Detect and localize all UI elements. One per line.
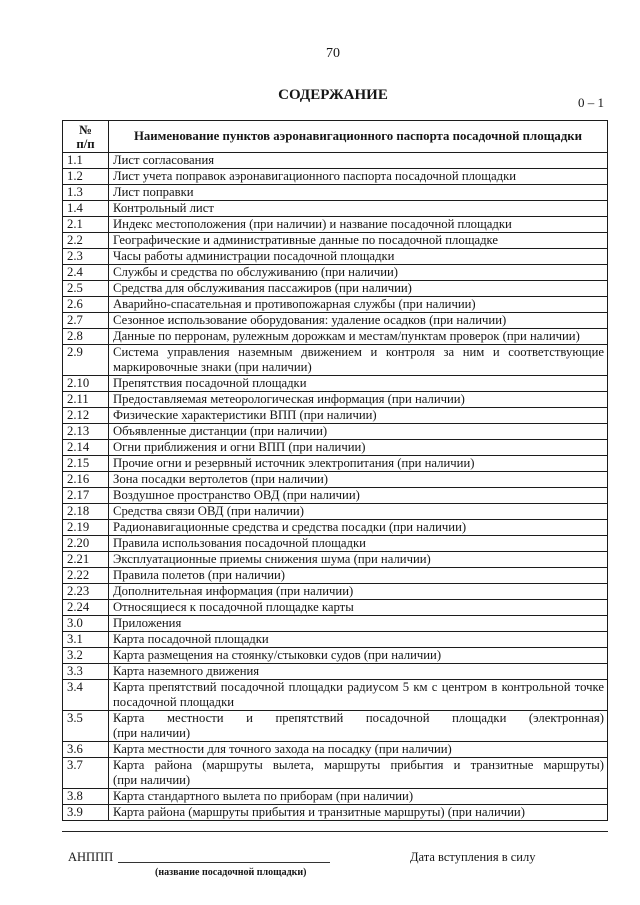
toc-item-number: 3.0 bbox=[63, 616, 109, 632]
toc-item-name-line: Предоставляемая метеорологическая информация (при наличии) bbox=[113, 392, 465, 406]
toc-item-number: 2.13 bbox=[63, 424, 109, 440]
toc-item-name-line: Карта наземного движения bbox=[113, 664, 260, 678]
toc-row bbox=[63, 805, 608, 821]
toc-item-name bbox=[109, 488, 608, 504]
toc-item-name-line: Дополнительная информация (при наличии) bbox=[113, 584, 354, 598]
toc-item-name-line: Сезонное использование оборудования: удаление осадков (при наличии) bbox=[113, 313, 507, 327]
contents-table bbox=[62, 120, 608, 821]
toc-item-name-line: Карта местности и препятствий посадочной площадки (электронная) bbox=[113, 711, 604, 725]
toc-item-name bbox=[109, 616, 608, 632]
toc-item-number: 3.4 bbox=[63, 680, 109, 711]
toc-item-name bbox=[109, 313, 608, 329]
toc-item-number: 2.24 bbox=[63, 600, 109, 616]
footer-divider bbox=[62, 831, 608, 832]
toc-item-name-line: Карта стандартного вылета по приборам (при наличии) bbox=[113, 789, 414, 803]
toc-item-name bbox=[109, 552, 608, 568]
toc-item-number: 2.19 bbox=[63, 520, 109, 536]
toc-item-number: 2.10 bbox=[63, 376, 109, 392]
toc-item-number: 3.6 bbox=[63, 742, 109, 758]
toc-item-name-line: Данные по перронам, рулежным дорожкам и местам/пунктам проверок (при наличии) bbox=[113, 329, 580, 343]
toc-item-name-line: Физические характеристики ВПП (при наличии) bbox=[113, 408, 377, 422]
toc-item-name-line: Средства для обслуживания пассажиров (при наличии) bbox=[113, 281, 412, 295]
toc-item-number: 2.12 bbox=[63, 408, 109, 424]
toc-item-number: 2.3 bbox=[63, 249, 109, 265]
toc-item-name-line: посадочной площадки bbox=[113, 695, 235, 709]
toc-row bbox=[63, 742, 608, 758]
toc-item-name bbox=[109, 297, 608, 313]
toc-item-name-line: Воздушное пространство ОВД (при наличии) bbox=[113, 488, 360, 502]
header-number-abbr: п/п bbox=[76, 136, 95, 151]
toc-row bbox=[63, 392, 608, 408]
toc-item-name bbox=[109, 664, 608, 680]
footer-document-code: АНППП bbox=[68, 850, 114, 864]
toc-item-number: 3.8 bbox=[63, 789, 109, 805]
toc-item-name-line: Средства связи ОВД (при наличии) bbox=[113, 504, 304, 518]
toc-item-name bbox=[109, 758, 608, 789]
header-number-column bbox=[63, 121, 109, 153]
toc-row bbox=[63, 153, 608, 169]
toc-row bbox=[63, 408, 608, 424]
airfield-name-caption: (название посадочной площадки) bbox=[155, 867, 307, 878]
toc-item-name bbox=[109, 408, 608, 424]
toc-item-number: 2.21 bbox=[63, 552, 109, 568]
toc-item-name-line: Приложения bbox=[113, 616, 182, 630]
toc-item-name bbox=[109, 249, 608, 265]
toc-item-name bbox=[109, 169, 608, 185]
toc-item-name bbox=[109, 281, 608, 297]
toc-item-number: 2.2 bbox=[63, 233, 109, 249]
toc-item-name-line: Правила использования посадочной площадки bbox=[113, 536, 366, 550]
toc-item-number: 2.23 bbox=[63, 584, 109, 600]
toc-item-number: 2.7 bbox=[63, 313, 109, 329]
toc-item-name bbox=[109, 472, 608, 488]
toc-row bbox=[63, 376, 608, 392]
toc-row bbox=[63, 680, 608, 711]
toc-item-name bbox=[109, 680, 608, 711]
toc-item-name-line: Карта размещения на стоянку/стыковки судов (при наличии) bbox=[113, 648, 442, 662]
toc-item-number: 2.17 bbox=[63, 488, 109, 504]
toc-row bbox=[63, 711, 608, 742]
toc-item-number: 2.1 bbox=[63, 217, 109, 233]
toc-row bbox=[63, 281, 608, 297]
toc-item-name bbox=[109, 201, 608, 217]
toc-item-number: 3.3 bbox=[63, 664, 109, 680]
toc-row bbox=[63, 758, 608, 789]
toc-row bbox=[63, 584, 608, 600]
toc-item-number: 1.4 bbox=[63, 201, 109, 217]
toc-item-name bbox=[109, 632, 608, 648]
contents-table-body bbox=[63, 153, 608, 821]
toc-item-number: 3.2 bbox=[63, 648, 109, 664]
toc-row bbox=[63, 169, 608, 185]
toc-item-name bbox=[109, 520, 608, 536]
toc-item-name bbox=[109, 805, 608, 821]
toc-item-name-line: Службы и средства по обслуживанию (при наличии) bbox=[113, 265, 399, 279]
toc-item-number: 2.8 bbox=[63, 329, 109, 345]
toc-item-name-line: Карта местности для точного захода на посадку (при наличии) bbox=[113, 742, 452, 756]
toc-row bbox=[63, 297, 608, 313]
toc-item-number: 2.9 bbox=[63, 345, 109, 376]
toc-row bbox=[63, 424, 608, 440]
toc-item-name bbox=[109, 584, 608, 600]
toc-row bbox=[63, 789, 608, 805]
toc-item-name-line: Зона посадки вертолетов (при наличии) bbox=[113, 472, 329, 486]
toc-item-number: 3.5 bbox=[63, 711, 109, 742]
section-code: 0 – 1 bbox=[578, 95, 604, 110]
toc-item-name bbox=[109, 711, 608, 742]
effective-date-label: Дата вступления в силу bbox=[410, 850, 536, 864]
toc-item-name-line: Карта посадочной площадки bbox=[113, 632, 269, 646]
toc-item-name bbox=[109, 345, 608, 376]
toc-item-name-line: Географические и административные данные по посадочной площадке bbox=[113, 233, 499, 247]
toc-row bbox=[63, 249, 608, 265]
toc-item-number: 2.4 bbox=[63, 265, 109, 281]
toc-item-name-line: (при наличии) bbox=[113, 773, 191, 787]
toc-item-number: 2.16 bbox=[63, 472, 109, 488]
toc-row bbox=[63, 616, 608, 632]
toc-item-number: 1.1 bbox=[63, 153, 109, 169]
toc-row bbox=[63, 488, 608, 504]
toc-item-name bbox=[109, 536, 608, 552]
toc-item-name bbox=[109, 153, 608, 169]
toc-item-name-line: Эксплуатационные приемы снижения шума (при наличии) bbox=[113, 552, 431, 566]
toc-item-name bbox=[109, 789, 608, 805]
toc-item-name-line: Относящиеся к посадочной площадке карты bbox=[113, 600, 354, 614]
toc-item-name-line: Лист согласования bbox=[113, 153, 215, 167]
toc-item-number: 3.7 bbox=[63, 758, 109, 789]
toc-row bbox=[63, 472, 608, 488]
toc-row bbox=[63, 536, 608, 552]
toc-row bbox=[63, 265, 608, 281]
toc-item-number: 2.18 bbox=[63, 504, 109, 520]
toc-item-name-line: Карта препятствий посадочной площадки радиусом 5 км с центром в контрольной точке bbox=[113, 680, 604, 694]
toc-item-name-line: Прочие огни и резервный источник электропитания (при наличии) bbox=[113, 456, 475, 470]
toc-item-name-line: Радионавигационные средства и средства посадки (при наличии) bbox=[113, 520, 467, 534]
toc-row bbox=[63, 440, 608, 456]
toc-item-number: 2.14 bbox=[63, 440, 109, 456]
toc-item-name bbox=[109, 185, 608, 201]
toc-row bbox=[63, 345, 608, 376]
toc-item-name-line: Лист учета поправок аэронавигационного паспорта посадочной площадки bbox=[113, 169, 517, 183]
toc-item-name-line: Огни приближения и огни ВПП (при наличии) bbox=[113, 440, 366, 454]
toc-item-name-line: Индекс местоположения (при наличии) и название посадочной площадки bbox=[113, 217, 512, 231]
toc-item-name bbox=[109, 600, 608, 616]
toc-item-name-line: Часы работы администрации посадочной площадки bbox=[113, 249, 395, 263]
toc-row bbox=[63, 456, 608, 472]
toc-row bbox=[63, 520, 608, 536]
toc-row bbox=[63, 504, 608, 520]
contents-table-header bbox=[63, 121, 608, 153]
toc-item-name-line: Контрольный лист bbox=[113, 201, 214, 215]
toc-item-name bbox=[109, 504, 608, 520]
toc-item-number: 2.5 bbox=[63, 281, 109, 297]
toc-item-number: 2.11 bbox=[63, 392, 109, 408]
toc-item-name bbox=[109, 217, 608, 233]
page-title: СОДЕРЖАНИЕ bbox=[278, 87, 388, 103]
toc-item-name bbox=[109, 440, 608, 456]
toc-row bbox=[63, 600, 608, 616]
toc-item-name-line: Правила полетов (при наличии) bbox=[113, 568, 286, 582]
toc-row bbox=[63, 632, 608, 648]
toc-item-number: 1.3 bbox=[63, 185, 109, 201]
toc-row bbox=[63, 201, 608, 217]
header-number-sign: № bbox=[79, 122, 92, 137]
airfield-name-blank-line bbox=[118, 862, 330, 863]
toc-item-number: 2.6 bbox=[63, 297, 109, 313]
toc-item-name bbox=[109, 329, 608, 345]
toc-row bbox=[63, 568, 608, 584]
toc-row bbox=[63, 552, 608, 568]
toc-item-name bbox=[109, 456, 608, 472]
toc-item-name bbox=[109, 376, 608, 392]
toc-item-number: 1.2 bbox=[63, 169, 109, 185]
toc-item-name-line: Лист поправки bbox=[113, 185, 194, 199]
toc-item-name bbox=[109, 424, 608, 440]
toc-row bbox=[63, 313, 608, 329]
toc-item-name-line: Объявленные дистанции (при наличии) bbox=[113, 424, 328, 438]
toc-item-name bbox=[109, 265, 608, 281]
toc-item-name-line: Аварийно-спасательная и противопожарная службы (при наличии) bbox=[113, 297, 476, 311]
toc-item-name-line: Карта района (маршруты прибытия и транзитные маршруты) (при наличии) bbox=[113, 805, 525, 819]
toc-item-name bbox=[109, 392, 608, 408]
header-name-column: Наименование пунктов аэронавигационного паспорта посадочной площадки bbox=[109, 121, 608, 153]
toc-row bbox=[63, 329, 608, 345]
toc-item-number: 3.9 bbox=[63, 805, 109, 821]
toc-item-name bbox=[109, 742, 608, 758]
toc-item-name-line: Система управления наземным движением и контроля за ним и соответствующие bbox=[113, 345, 604, 359]
toc-item-name bbox=[109, 648, 608, 664]
toc-item-number: 2.15 bbox=[63, 456, 109, 472]
page-number: 70 bbox=[326, 46, 340, 61]
toc-item-name-line: Препятствия посадочной площадки bbox=[113, 376, 307, 390]
toc-row bbox=[63, 233, 608, 249]
toc-item-number: 2.22 bbox=[63, 568, 109, 584]
toc-row bbox=[63, 664, 608, 680]
toc-item-name bbox=[109, 233, 608, 249]
toc-item-name bbox=[109, 568, 608, 584]
toc-item-number: 3.1 bbox=[63, 632, 109, 648]
toc-row bbox=[63, 185, 608, 201]
toc-item-name-line: маркировочные знаки (при наличии) bbox=[113, 360, 312, 374]
toc-row bbox=[63, 217, 608, 233]
toc-row bbox=[63, 648, 608, 664]
toc-item-name-line: Карта района (маршруты вылета, маршруты прибытия и транзитные маршруты) bbox=[113, 758, 604, 772]
toc-item-number: 2.20 bbox=[63, 536, 109, 552]
toc-item-name-line: (при наличии) bbox=[113, 726, 191, 740]
